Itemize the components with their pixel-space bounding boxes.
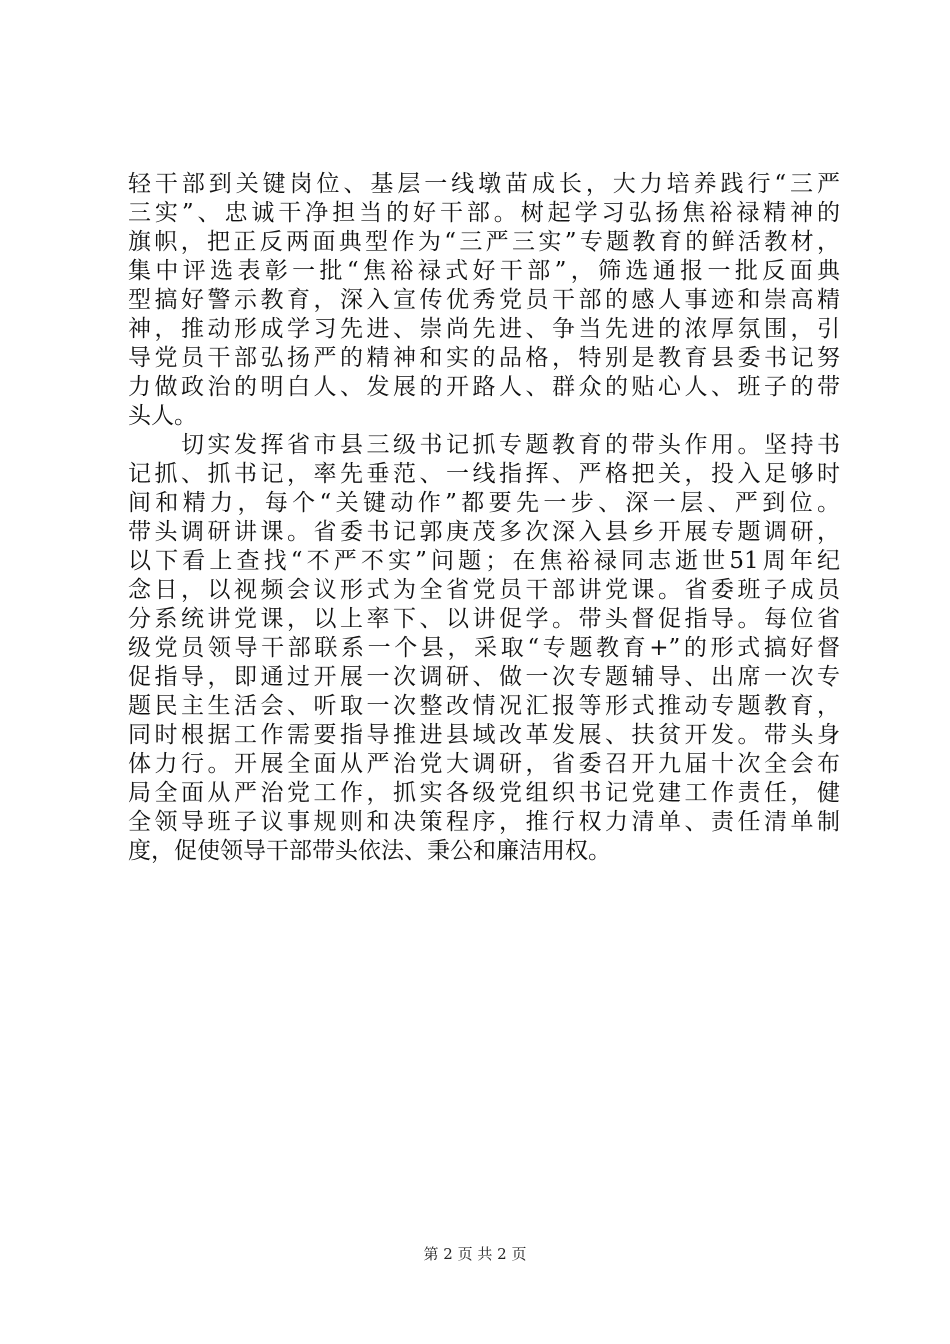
text-line: 旗帜，把正反两面典型作为“三严三实”专题教育的鲜活教材， xyxy=(128,229,840,255)
text-line: 记抓、抓书记，率先垂范、一线指挥、严格把关，投入足够时 xyxy=(128,461,840,487)
text-line: 导党员干部弘扬严的精神和实的品格，特别是教育县委书记努 xyxy=(128,345,840,371)
text-line: 头人。 xyxy=(128,403,197,429)
text-line: 念日，以视频会议形式为全省党员干部讲党课。省委班子成员 xyxy=(128,577,840,603)
text-line: 促指导，即通过开展一次调研、做一次专题辅导、出席一次专 xyxy=(128,664,840,690)
text-line: 度，促使领导干部带头依法、秉公和廉洁用权。 xyxy=(128,838,611,864)
text-line: 以下看上查找“不严不实”问题；在焦裕禄同志逝世51周年纪 xyxy=(128,548,840,574)
document-body xyxy=(128,170,840,866)
text-line: 间和精力，每个“关键动作”都要先一步、深一层、严到位。 xyxy=(128,490,840,516)
text-line: 级党员领导干部联系一个县，采取“专题教育+”的形式搞好督 xyxy=(128,635,840,661)
text-line: 全领导班子议事规则和决策程序，推行权力清单、责任清单制 xyxy=(128,809,840,835)
text-line: 切实发挥省市县三级书记抓专题教育的带头作用。坚持书 xyxy=(128,432,840,458)
text-line: 型搞好警示教育，深入宣传优秀党员干部的感人事迹和崇高精 xyxy=(128,287,840,313)
text-line: 力做政治的明白人、发展的开路人、群众的贴心人、班子的带 xyxy=(128,374,840,400)
text-line: 神，推动形成学习先进、崇尚先进、争当先进的浓厚氛围，引 xyxy=(128,316,840,342)
text-line: 同时根据工作需要指导推进县域改革发展、扶贫开发。带头身 xyxy=(128,722,840,748)
text-line: 局全面从严治党工作，抓实各级党组织书记党建工作责任，健 xyxy=(128,780,840,806)
text-line: 轻干部到关键岗位、基层一线墩苗成长，大力培养践行“三严 xyxy=(128,171,840,197)
page-number-footer: 第 2 页 共 2 页 xyxy=(423,1245,527,1263)
paragraph xyxy=(128,431,840,866)
text-line: 带头调研讲课。省委书记郭庚茂多次深入县乡开展专题调研， xyxy=(128,519,840,545)
text-line: 分系统讲党课，以上率下、以讲促学。带头督促指导。每位省 xyxy=(128,606,840,632)
text-line: 集中评选表彰一批“焦裕禄式好干部”，筛选通报一批反面典 xyxy=(128,258,840,284)
text-line: 题民主生活会、听取一次整改情况汇报等形式推动专题教育， xyxy=(128,693,840,719)
paragraph xyxy=(128,170,840,431)
text-line: 三实”、忠诚干净担当的好干部。树起学习弘扬焦裕禄精神的 xyxy=(128,200,840,226)
text-line: 体力行。开展全面从严治党大调研，省委召开九届十次全会布 xyxy=(128,751,840,777)
